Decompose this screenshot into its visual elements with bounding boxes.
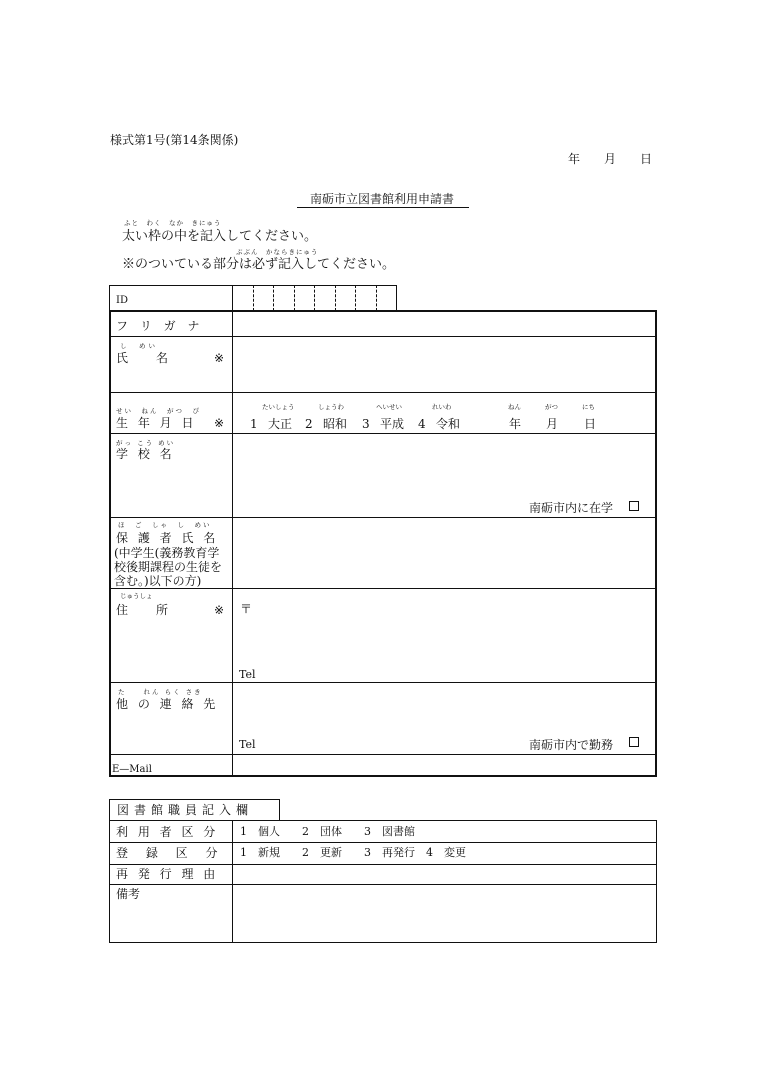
era-option-3-ruby: へいせい [376,403,402,411]
era-option-1-number[interactable]: 1 [250,417,258,431]
school-ruby: がっ こう めい [116,439,176,447]
name-ruby: し めい [120,342,158,350]
other-contact-ruby: た れん らく さき [118,688,203,696]
year-ruby: ねん [508,403,521,411]
address-tel-label: Tel [239,668,256,681]
school-field[interactable] [234,435,655,495]
guardian-note-1: (中学生(義務教育学 [114,546,220,560]
registration-label: 登 録 区 分 [116,846,225,860]
school-label: 学 校 名 [116,447,175,461]
address-field[interactable] [256,592,654,652]
remarks-label: 備考 [116,887,141,901]
month-label: 月 [546,417,559,431]
guardian-ruby: ほ ご しゃ し めい [118,521,212,529]
address-tel-field[interactable] [262,664,654,680]
era-option-4-number[interactable]: 4 [418,417,426,431]
day-label: 日 [584,417,597,431]
id-digit-separator [253,285,254,311]
id-digit-separator [335,285,336,311]
era-option-4-ruby: れいわ [432,403,452,411]
guardian-note-3: 含む。)以下の方) [114,574,202,588]
row-divider [109,517,657,518]
era-option-3-number[interactable]: 3 [362,417,370,431]
other-contact-tel-field[interactable] [262,686,522,750]
instruction-1-ruby: ふと わく なか きにゅう [124,219,222,227]
instruction-2: ※のついている部分は必ず記入してください。 [122,257,396,272]
staff-row-divider [109,864,657,865]
year-label: 年 [509,417,522,431]
work-in-city-checkbox[interactable] [629,737,639,747]
user-type-label: 利 用 者 区 分 [116,825,219,839]
furigana-label: フ リ ガ ナ [116,319,204,333]
furigana-field[interactable] [234,312,655,335]
id-digit-separator [294,285,295,311]
other-contact-tel-label: Tel [239,738,256,751]
id-digit-separator [376,285,377,311]
id-digit-separator [273,285,274,311]
guardian-label: 保 護 者 氏 名 [116,531,219,545]
era-option-3-label[interactable]: 平成 [380,417,405,431]
row-divider [109,588,657,589]
birthdate-required-mark: ※ [214,416,225,430]
id-divider [232,285,233,311]
day-ruby: にち [582,403,595,411]
birthdate-label: 生 年 月 日 [116,416,197,430]
form-number: 様式第1号(第14条関係) [110,133,239,147]
registration-options[interactable]: 1 新規 2 更新 3 再発行 4 変更 [240,846,466,859]
label-column-divider [232,310,233,777]
school-in-city-label: 南砺市内に在学 [529,501,614,515]
email-field[interactable] [234,756,655,775]
era-option-1-label[interactable]: 大正 [268,417,293,431]
date-line: 年 月 日 [568,152,653,166]
row-divider [109,392,657,393]
era-option-1-ruby: たいしょう [262,403,295,411]
reissue-reason-label: 再 発 行 理 由 [116,867,219,881]
month-ruby: がつ [545,403,558,411]
staff-section-header: 図書館職員記入欄 [117,803,254,817]
reissue-reason-field[interactable] [234,866,655,883]
instruction-2-ruby: ぶぶん かならきにゅう [236,248,319,256]
guardian-note-2: 校後期課程の生徒を [114,560,223,574]
staff-row-divider [109,884,657,885]
address-required-mark: ※ [214,603,225,617]
address-label: 住 所 [116,603,177,617]
remarks-field[interactable] [234,886,655,941]
birthdate-ruby: せい ねん がつ ぴ [116,407,201,415]
row-divider [109,682,657,683]
era-option-2-ruby: しょうわ [318,403,344,411]
email-label: E—Mail [112,764,152,775]
era-option-2-number[interactable]: 2 [305,417,313,431]
postal-mark: 〒 [240,602,253,616]
work-in-city-label: 南砺市内で勤務 [529,738,614,752]
staff-row-divider [109,842,657,843]
name-required-mark: ※ [214,351,225,365]
id-digit-separator [314,285,315,311]
other-contact-label: 他 の 連 絡 先 [116,697,219,711]
page-title: 南砺市立図書館利用申請書 [310,192,455,206]
title-underline [297,207,469,208]
user-type-options[interactable]: 1 個人 2 団体 3 図書館 [240,825,415,838]
id-label: ID [116,295,128,306]
row-divider [109,754,657,755]
instruction-1: 太い枠の中を記入してください。 [122,229,318,244]
guardian-field[interactable] [234,519,655,587]
address-ruby: じゅうしょ [120,592,153,600]
era-option-4-label[interactable]: 令和 [436,417,461,431]
staff-label-column-divider [232,820,233,943]
name-label: 氏 名 [116,351,177,365]
era-option-2-label[interactable]: 昭和 [323,417,348,431]
row-divider [109,433,657,434]
name-field[interactable] [234,338,655,391]
row-divider [109,336,657,337]
school-in-city-checkbox[interactable] [629,501,639,511]
id-digit-separator [355,285,356,311]
